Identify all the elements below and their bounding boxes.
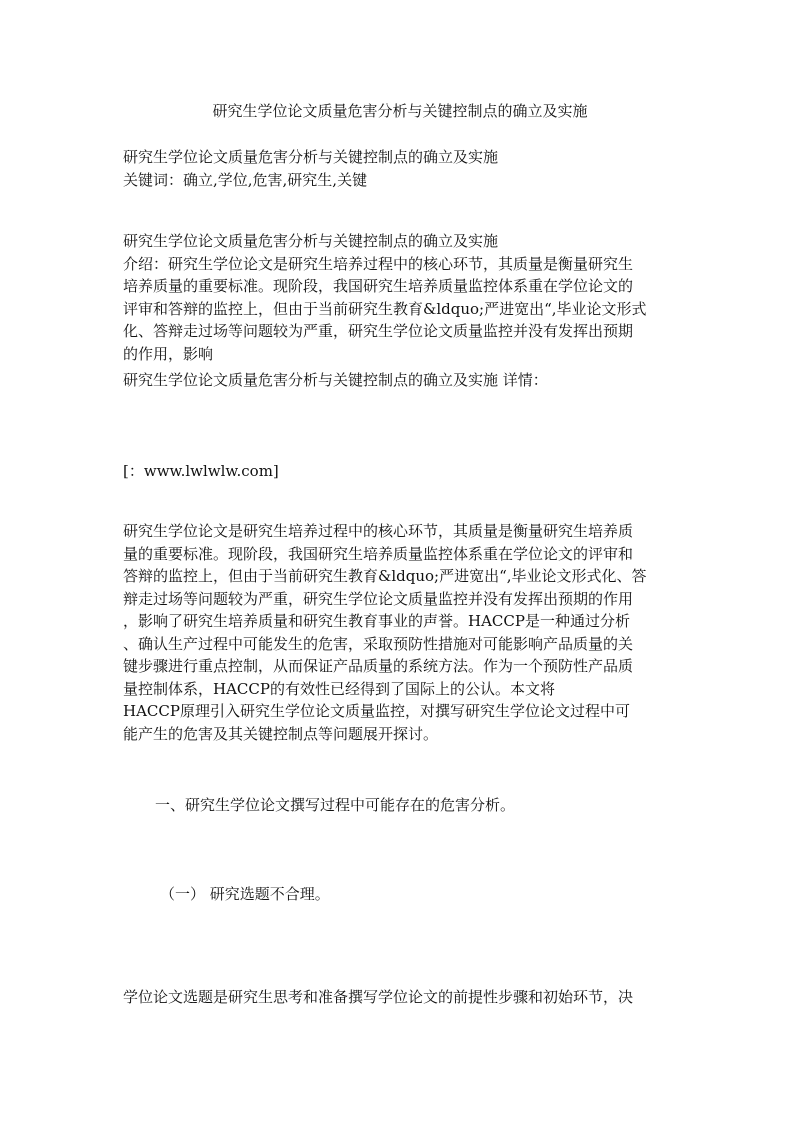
body-paragraph [123, 520, 683, 745]
intro-line: 介绍：研究生学位论文是研究生培养过程中的核心环节，其质量是衡量研究生 [123, 254, 634, 273]
body-line: ，影响了研究生培养质量和研究生教育事业的声誉。HACCP是一种通过分析 [123, 612, 630, 630]
subsection-heading: （一） 研究选题不合理。 [160, 885, 330, 903]
body-line: 、确认生产过程中可能发生的危害，采取预防性措施对可能影响产品质量的关 [123, 634, 634, 653]
last-paragraph-line: 学位论文选题是研究生思考和准备撰写学位论文的前提性步骤和初始环节，决 [123, 988, 634, 1006]
body-line: 研究生学位论文是研究生培养过程中的核心环节，其质量是衡量研究生培养质 [123, 522, 634, 540]
section-heading: 一、研究生学位论文撰写过程中可能存在的危害分析。 [155, 796, 516, 814]
source-link: [：www.lwlwlw.com] [123, 462, 279, 480]
intro-line: 化、答辩走过场等问题较为严重，研究生学位论文质量监控并没有发挥出预期 [123, 322, 634, 340]
intro-line: 评审和答辩的监控上，但由于当前研究生教育&ldquo;严进宽出“,毕业论文形式 [123, 299, 647, 318]
detail-line: 研究生学位论文质量危害分析与关键控制点的确立及实施 详情： [123, 371, 548, 389]
document-title: 研究生学位论文质量危害分析与关键控制点的确立及实施 [212, 102, 588, 120]
intro-line: 培养质量的重要标准。现阶段，我国研究生培养质量监控体系重在学位论文的 [123, 277, 634, 295]
body-line: HACCP原理引入研究生学位论文质量监控，对撰写研究生学位论文过程中可 [123, 702, 630, 720]
intro-line: 的作用，影响 [123, 344, 214, 363]
body-line: 辩走过场等问题较为严重，研究生学位论文质量监控并没有发挥出预期的作用 [123, 589, 634, 608]
summary-title: 研究生学位论文质量危害分析与关键控制点的确立及实施 [123, 148, 499, 166]
summary-block [123, 146, 683, 191]
body-line: 量的重要标准。现阶段，我国研究生培养质量监控体系重在学位论文的评审和 [123, 544, 634, 563]
body-line: 键步骤进行重点控制，从而保证产品质量的系统方法。作为一个预防性产品质 [123, 657, 634, 675]
keywords-line: 关键词：确立,学位,危害,研究生,关键 [123, 170, 368, 189]
body-line: 能产生的危害及其关键控制点等问题展开探讨。 [123, 724, 439, 743]
intro-line: 研究生学位论文质量危害分析与关键控制点的确立及实施 [123, 232, 499, 250]
body-line: 答辩的监控上，但由于当前研究生教育&ldquo;严进宽出“,毕业论文形式化、答 [123, 567, 647, 585]
intro-block [123, 230, 683, 365]
body-line: 量控制体系，HACCP的有效性已经得到了国际上的公认。本文将 [123, 679, 555, 698]
